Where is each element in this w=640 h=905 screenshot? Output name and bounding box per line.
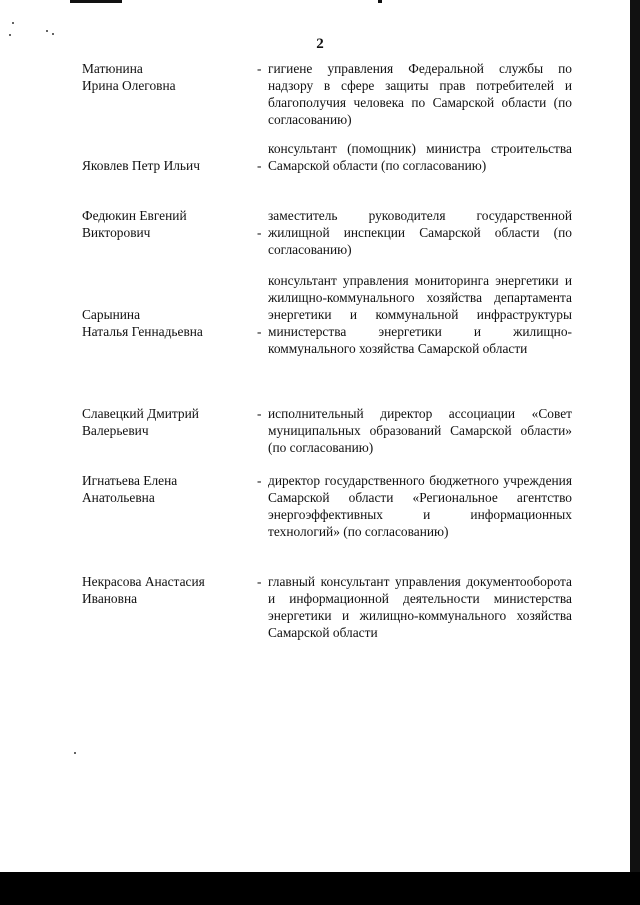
scan-edge-bottom [0, 872, 640, 905]
dash: - [257, 61, 262, 76]
member-position: консультант (помощник) министра строительства Самарской области (по согласованию) [268, 141, 572, 173]
scan-edge-right [630, 0, 640, 905]
dash: - [257, 158, 262, 173]
member-name: Матюнина Ирина Олеговна [82, 61, 176, 93]
dash: - [257, 406, 262, 421]
scan-speck [52, 33, 54, 35]
member-position: консультант управления мониторинга энергетики и жилищно-коммунального хозяйства департамента энергетики и коммунальной инфраструктуры министерства энергетики и жилищно-коммунального хозяйства Самарской области [268, 273, 572, 356]
member-name: Некрасова Анастасия Ивановна [82, 574, 205, 606]
member-name: Яковлев Петр Ильич [82, 158, 200, 173]
scan-artifact [70, 0, 122, 3]
scan-speck [12, 22, 14, 24]
dash: - [257, 473, 262, 488]
member-position: исполнительный директор ассоциации «Совет муниципальных образований Самарской области» (по согласованию) [268, 406, 572, 455]
member-name: Федюкин Евгений Викторович [82, 208, 187, 240]
page-number: 2 [316, 36, 324, 52]
member-name: Сарынина Наталья Геннадьевна [82, 307, 203, 339]
member-position: главный консультант управления документооборота и информационной деятельности министерства энергетики и жилищно-коммунального хозяйства Самарской области [268, 574, 572, 640]
scan-speck [74, 752, 76, 754]
member-position: заместитель руководителя государственной жилищной инспекции Самарской области (по согласованию) [268, 208, 572, 257]
member-name: Славецкий Дмитрий Валерьевич [82, 406, 199, 438]
member-position: директор государственного бюджетного учреждения Самарской области «Региональное агентство энергоэффективных и информационных технологий» (по согласованию) [268, 473, 572, 539]
scan-speck [46, 30, 48, 32]
dash: - [257, 225, 262, 240]
dash: - [257, 574, 262, 589]
member-name: Игнатьева Елена Анатольевна [82, 473, 178, 505]
dash: - [257, 324, 262, 339]
member-position: гигиене управления Федеральной службы по надзору в сфере защиты прав потребителей и благополучия человека по Самарской области (по согласованию) [268, 61, 572, 127]
scan-artifact [378, 0, 382, 3]
